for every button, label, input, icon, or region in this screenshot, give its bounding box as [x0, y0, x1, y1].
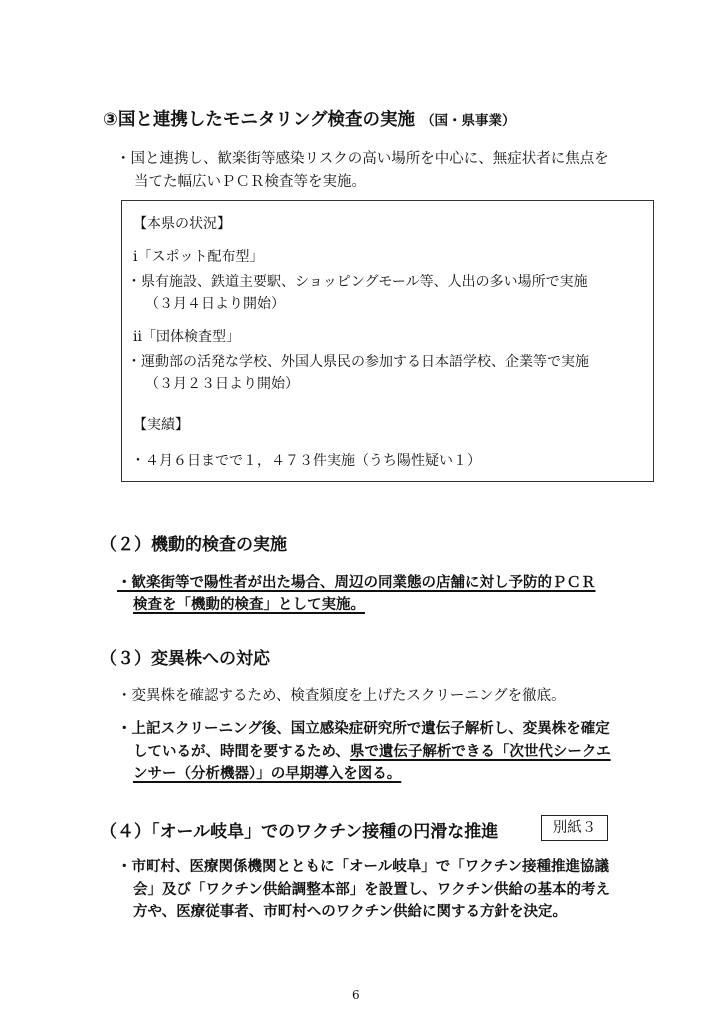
section-4-bullet-line2: 会」及び「ワクチン供給調整本部」を設置し、ワクチン供給の基本的考え: [133, 882, 611, 898]
results-heading: 【実績】: [133, 417, 189, 433]
section-2-bullet-line2-text: 検査を「機動的検査」として実施。: [133, 597, 365, 613]
section-3b-bullet2-line2: [133, 740, 611, 761]
section-3-title: [103, 106, 516, 131]
status-item2-line2: （３月２３日より開始）: [145, 376, 299, 392]
section-3b-bullet2-line3-text: ンサー（分析機器）」の早期導入を図る。: [133, 766, 402, 782]
status-item1-line2: （３月４日より開始）: [145, 296, 285, 312]
status-item1-line1: ・県有施設、鉄道主要駅、ショッピングモール等、人出の多い場所で実施: [127, 274, 588, 290]
status-item1-title: ⅰ「スポット配布型」: [133, 249, 264, 265]
section-3b-bullet2-line2a: しているが、時間を要するため、: [133, 744, 350, 760]
section-3-title-text: ③国と連携したモニタリング検査の実施: [103, 110, 415, 130]
section-2-heading: （２）機動的検査の実施: [100, 535, 287, 555]
attachment-ref: 別紙３: [541, 815, 608, 841]
section-3b-bullet1: ・変異株を確認するため、検査頻度を上げたスクリーニングを徹底。: [117, 688, 566, 704]
section-2-bullet-line1: [117, 571, 596, 592]
page-number: 6: [352, 988, 360, 1002]
section-3b-bullet2-line3: [133, 762, 401, 783]
section-3-tag: （国・県事業）: [421, 113, 516, 129]
section-2-bullet-line1-text: ・歓楽街等で陽性者が出た場合、周辺の同業態の店舗に対し予防的ＰＣＲ: [117, 575, 596, 591]
status-item2-line1: ・運動部の活発な学校、外国人県民の参加する日本語学校、企業等で実施: [127, 354, 589, 370]
section-2-bullet-line2: [133, 593, 365, 614]
results-line: ・４月６日までで１，４７３件実施（うち陽性疑い１）: [131, 453, 481, 469]
section-3-body-line1: ・国と連携し、歓楽街等感染リスクの高い場所を中心に、無症状者に焦点を: [116, 151, 609, 167]
section-4-heading: （４）「オール岐阜」でのワクチン接種の円滑な推進: [100, 822, 499, 842]
status-item2-title: ⅱ「団体検査型」: [133, 329, 240, 345]
status-heading: 【本県の状況】: [133, 216, 231, 232]
section-3-body-line2: 当てた幅広いＰＣＲ検査等を実施。: [134, 174, 366, 190]
section-3b-bullet2-line1: ・上記スクリーニング後、国立感染症研究所で遺伝子解析し、変異株を確定: [117, 721, 610, 737]
section-4-bullet-line1: ・市町村、医療関係機関とともに「オール岐阜」で「ワクチン接種推進協議: [117, 859, 609, 875]
section-4-bullet-line3: 方や、医療従事者、市町村へのワクチン供給に関する方針を決定。: [133, 904, 567, 920]
section-3b-heading: （３）変異株への対応: [100, 649, 270, 669]
section-3b-bullet2-line2b: 県で遺伝子解析できる「次世代シークエ: [349, 744, 611, 760]
